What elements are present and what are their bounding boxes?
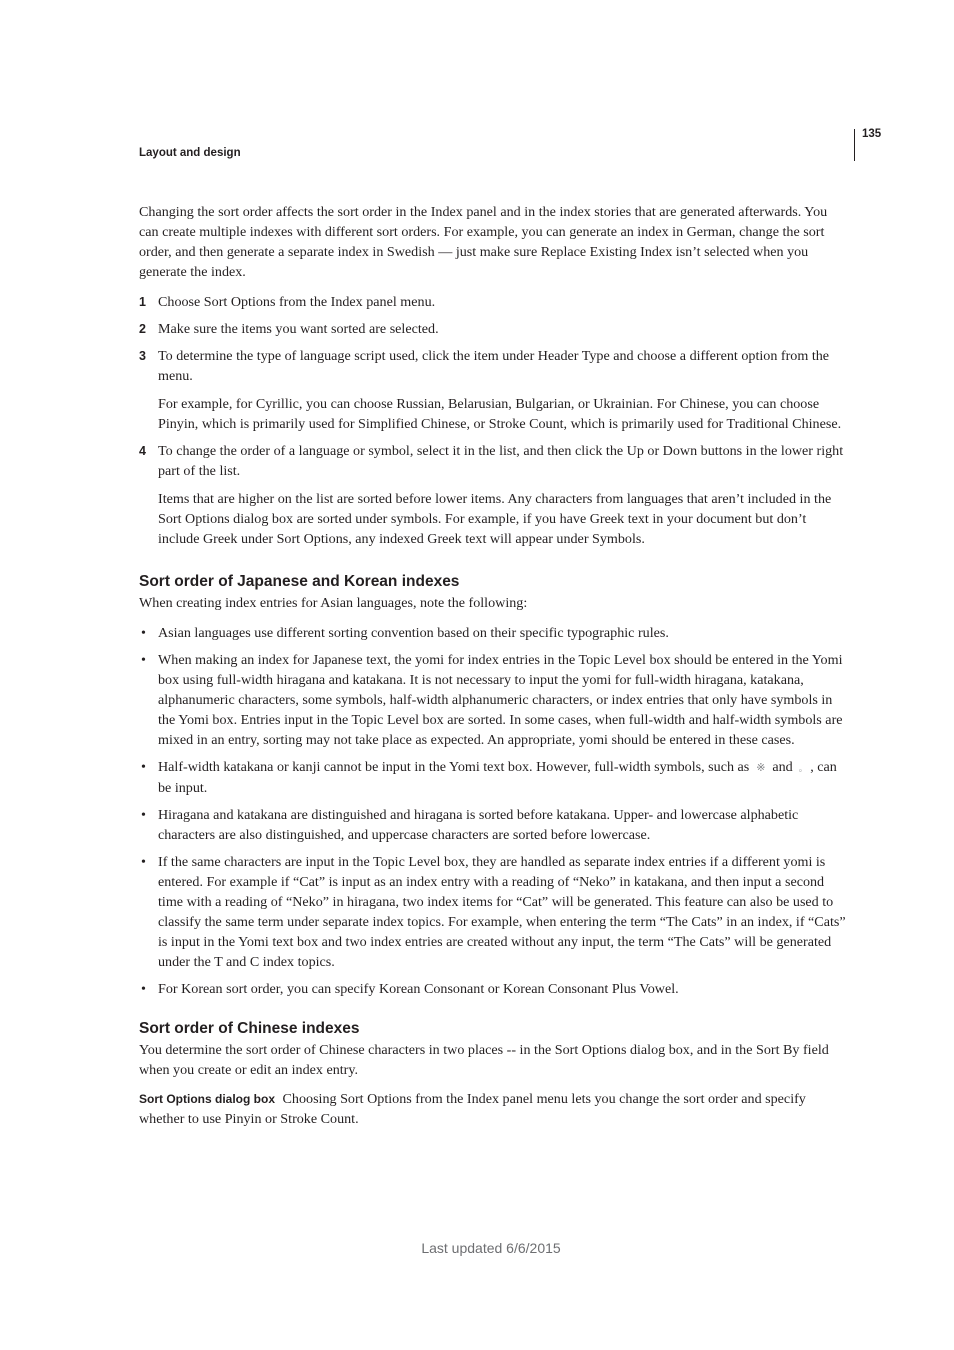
step-text: To determine the type of language script used, click the item under Header Type and choose a different option from the menu. (158, 348, 830, 384)
step-number: 2 (139, 322, 146, 336)
step-number: 4 (139, 444, 146, 458)
ideographic-period-symbol-icon: 。 (798, 763, 808, 773)
term-label: Sort Options dialog box (139, 1092, 275, 1106)
list-item (139, 757, 849, 798)
section-heading: Sort order of Chinese indexes (139, 1020, 360, 1037)
bullet-icon: • (141, 854, 146, 870)
list-item (139, 979, 849, 999)
steps-list (139, 292, 849, 549)
bullet-icon: • (141, 625, 146, 641)
footer (0, 1240, 954, 1256)
step-item (139, 319, 849, 339)
step-item (139, 292, 849, 312)
list-item-text (158, 757, 849, 798)
list-item (139, 805, 849, 845)
step-item (139, 346, 849, 434)
step-number: 1 (139, 295, 146, 309)
list-item (139, 650, 849, 750)
step-text: To change the order of a language or symbol, select it in the list, and then click the Up or Down buttons in the lower right part of the list. (158, 443, 844, 479)
chinese-section (139, 1018, 849, 1129)
term-text: Choosing Sort Options from the Index panel menu lets you change the sort order and specify whether to use Pinyin or Stroke Count. (139, 1091, 806, 1127)
main-content (139, 202, 849, 1129)
step-number: 3 (139, 349, 146, 363)
list-item-text: Hiragana and katakana are distinguished and hiragana is sorted before katakana. Upper- and lowercase alphabetic characters are also distinguished, and uppercase characters are sorted before lowercase. (158, 807, 799, 843)
reference-mark-symbol-icon: ※ (756, 762, 766, 774)
step-note: Items that are higher on the list are sorted before lower items. Any characters from languages that aren’t included in the Sort Options dialog box are sorted under symbols. For example, if you have Greek text in your document but don’t include Greek under Sort Options, any indexed Greek text will appear under Symbols. (158, 491, 832, 547)
page-number-rule (854, 129, 855, 161)
running-head: Layout and design (139, 147, 241, 159)
list-item-text: For Korean sort order, you can specify Korean Consonant or Korean Consonant Plus Vowel. (158, 981, 679, 997)
last-updated: Last updated 6/6/2015 (421, 1240, 561, 1256)
section-lead: You determine the sort order of Chinese characters in two places -- in the Sort Options dialog box, and in the Sort By field when you create or edit an index entry. (139, 1042, 829, 1078)
section-heading: Sort order of Japanese and Korean indexes (139, 573, 460, 590)
symbol-text-middle: and (772, 759, 793, 775)
list-item-text: When making an index for Japanese text, the yomi for index entries in the Topic Level box should be entered in the Yomi box using full-width hiragana and katakana. It is not necessary to input the yomi for full-width hiragana, katakana, alphanumeric characters, some symbols, half-width alphanumeric characters, or index entries that only have symbols in the Yomi box. Entries input in the Topic Level box are sorted. In some cases, when full-width and half-width symbols are mixed in an entry, sorting may not take place as expected. An appropriate, yomi should be entered in these cases. (158, 652, 843, 748)
term-paragraph (139, 1089, 849, 1129)
list-item-text: If the same characters are input in the Topic Level box, they are handled as separate index entries if a different yomi is entered. For example if “Cat” is input as an index entry with a reading of “Neko” in katakana, and then input a second time with a reading of “Neko” in hiragana, two index items for “Cat” will be generated. This feature can also be used to classify the same term under separate index topics. For example, when entering the term “The Cats” in an index, if “Cats” is input in the Yomi text box and two index entries are created without any input, the term “The Cats” will be generated under the T and C index topics. (158, 854, 846, 970)
step-text: Choose Sort Options from the Index panel menu. (158, 294, 436, 310)
bullet-icon: • (141, 807, 146, 823)
bullet-icon: • (141, 652, 146, 668)
list-item (139, 852, 849, 972)
intro-paragraph: Changing the sort order affects the sort order in the Index panel and in the index stories that are generated afterwards. You can create multiple indexes with different sort orders. For example, you can generate an index in German, change the sort order, and then generate a separate index in Swedish — just make sure Replace Existing Index isn’t selected when you generate the index. (139, 204, 828, 280)
step-note: For example, for Cyrillic, you can choose Russian, Belarusian, Bulgarian, or Ukrainian. For Chinese, you can choose Pinyin, which is primarily used for Simplified Chinese, or Stroke Count, which is primarily used for Traditional Chinese. (158, 396, 842, 432)
list-item (139, 623, 849, 643)
japanese-korean-section (139, 571, 849, 999)
step-item (139, 441, 849, 549)
bullet-icon: • (141, 981, 146, 997)
step-text: Make sure the items you want sorted are selected. (158, 321, 439, 337)
page-number: 135 (862, 128, 882, 140)
symbol-text-before: Half-width katakana or kanji cannot be input in the Yomi text box. However, full-width symbols, such as (158, 759, 750, 775)
bullet-icon: • (141, 759, 146, 775)
symbol-text-after: , can be input. (158, 759, 837, 796)
list-item-text: Asian languages use different sorting convention based on their specific typographic rules. (158, 625, 669, 641)
section-lead: When creating index entries for Asian languages, note the following: (139, 595, 528, 611)
